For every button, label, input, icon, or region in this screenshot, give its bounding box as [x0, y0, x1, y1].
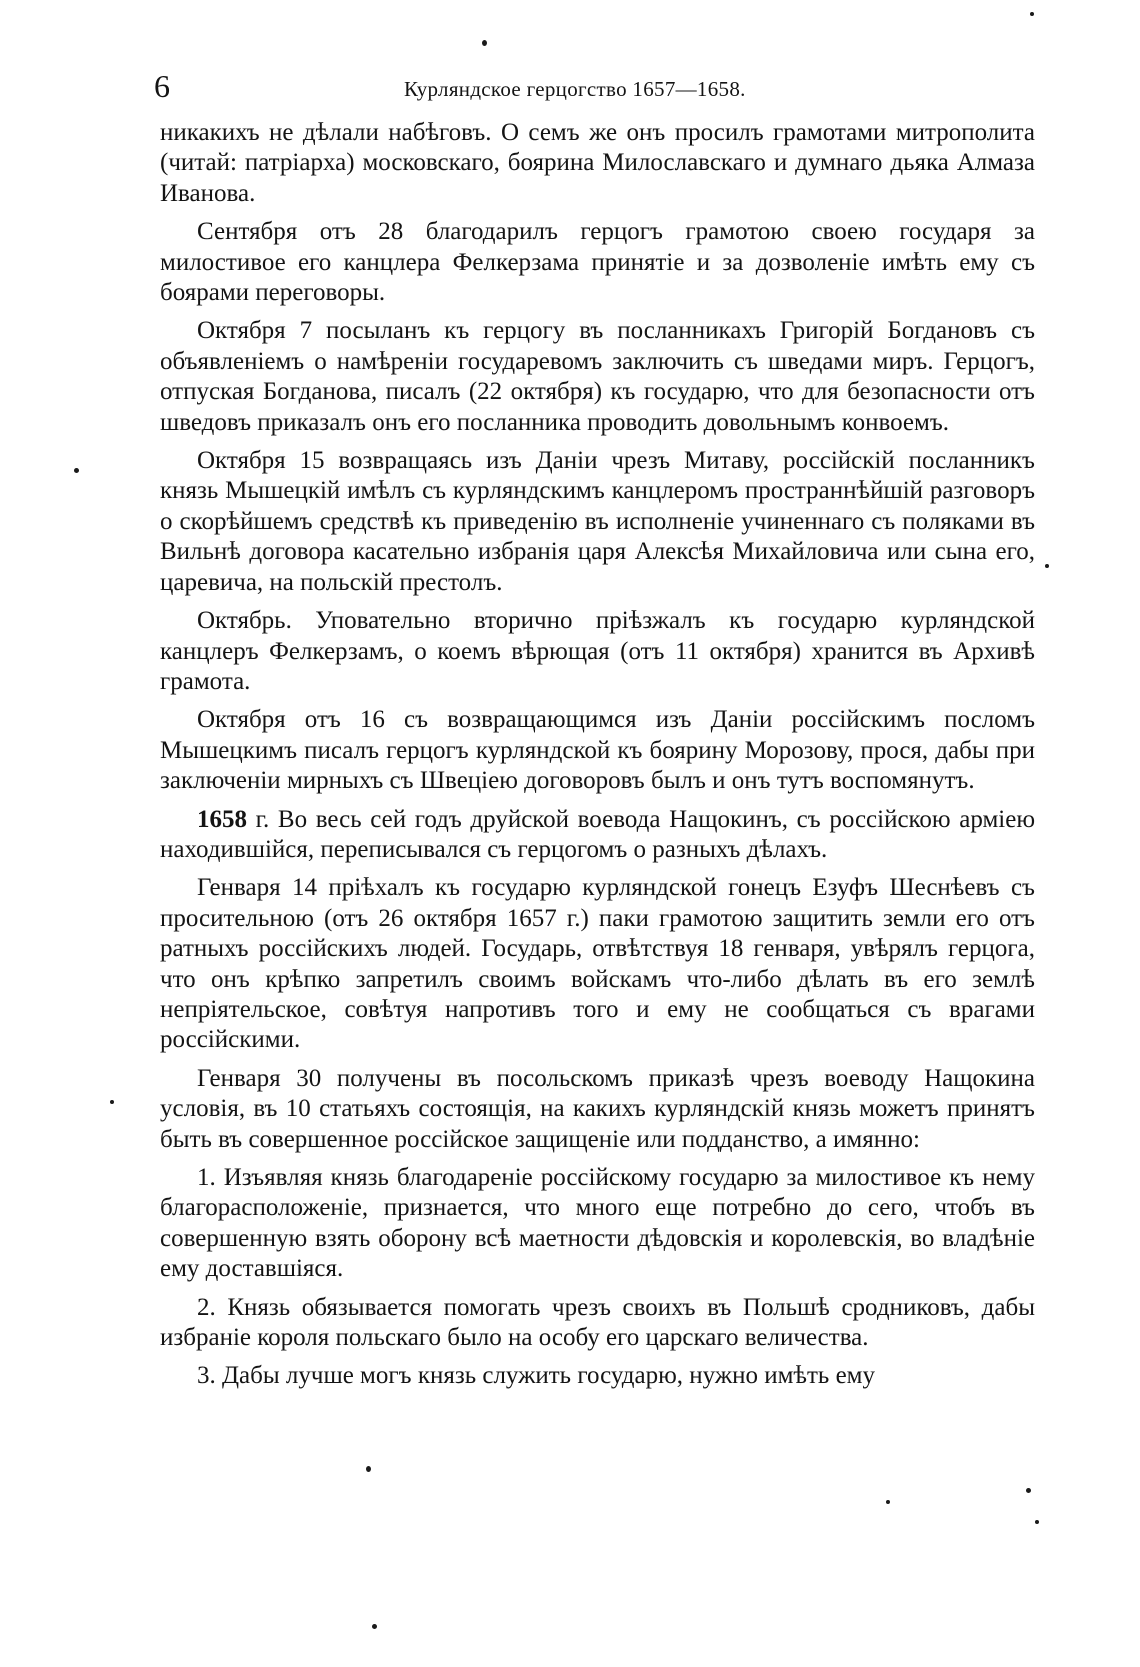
scan-speck	[366, 1466, 371, 1472]
paragraph: Октября 15 возвращаясь изъ Даніи чрезъ Митаву, россійскій посланникъ князь Мышецкій имѣлъ съ курляндскимъ канцлеромъ пространнѣйшій разговоръ о скорѣйшемъ средствѣ къ приведенію въ исполненіе учиненнаго съ поляками въ Вильнѣ договора касательно избранія царя Алексѣя Михайловича или сына его, царевича, на польскій престолъ.	[160, 447, 1035, 596]
page-number: 6	[154, 68, 170, 104]
paragraph: никакихъ не дѣлали набѣговъ. О семъ же онъ просилъ грамотами митрополита (читай: патріарха) московскаго, боярина Милославскаго и думнаго дьяка Алмаза Иванова.	[160, 119, 1035, 207]
scan-speck	[110, 1100, 114, 1104]
scan-speck	[1026, 1488, 1031, 1493]
running-title: Курляндское герцогство 1657—1658.	[404, 77, 746, 101]
list-item-1: 1. Изъявляя князь благодареніе россійскому государю за милостивое къ нему благорасположеніе, признается, что много еще потребно до сего, чтобъ въ совершенную взять оборону всѣ маетности дѣдовскія и королевскія, во владѣніе ему доставшіяся.	[160, 1164, 1035, 1283]
paragraph: Октябрь. Уповательно вторично пріѣзжалъ къ государю курляндской канцлеръ Фелкерзамъ, о коемъ вѣрющая (отъ 11 октября) хранится въ Архивѣ грамота.	[160, 607, 1035, 695]
list-item-3: 3. Дабы лучше могъ князь служить государю, нужно имѣть ему	[197, 1362, 875, 1390]
paragraph-1658	[160, 805, 1035, 866]
scan-speck	[74, 468, 79, 473]
scan-speck	[1030, 12, 1034, 16]
paragraph: Октября 7 посыланъ къ герцогу въ посланникахъ Григорій Богдановъ съ объявленіемъ о намѣреніи государевомъ заключить съ шведами миръ. Герцогъ, отпуская Богданова, писалъ (22 октября) къ государю, что для безопасности отъ шведовъ приказалъ онъ его посланника проводить довольнымъ конвоемъ.	[160, 317, 1035, 436]
scan-speck	[482, 40, 487, 46]
paragraph: Сентября отъ 28 благодарилъ герцогъ грамотою своею государя за милостивое его канцлера Фелкерзама принятіе и за дозволеніе имѣть ему съ боярами переговоры.	[160, 218, 1035, 307]
list-item-2: 2. Князь обязывается помогать чрезъ своихъ въ Польшѣ сродниковъ, дабы избраніе короля польскаго было на особу его царскаго величества.	[160, 1293, 1035, 1352]
paragraph: Генваря 14 пріѣхалъ къ государю курляндской гонецъ Езуфъ Шеснѣевъ съ просительною (отъ 26 октября 1657 г.) паки грамотою защитить земли его отъ ратныхъ россійскихъ людей. Государь, отвѣтствуя 18 генваря, увѣрялъ герцога, что онъ крѣпко запретилъ своимъ войскамъ что-либо дѣлать въ его землѣ непріятельское, совѣтуя напротивъ того и ему не сообщаться съ врагами россійскими.	[160, 874, 1035, 1054]
scan-speck	[1045, 564, 1049, 568]
scan-speck	[1035, 1520, 1039, 1524]
paragraph: Октября отъ 16 съ возвращающимся изъ Даніи россійскимъ посломъ Мышецкимъ писалъ герцогъ курляндской къ боярину Морозову, прося, дабы при заключеніи мирныхъ съ Швеціею договоровъ былъ и онъ тутъ воспомянутъ.	[160, 706, 1035, 795]
paragraph: Генваря 30 получены въ посольскомъ приказѣ чрезъ воеводу Нащокина условія, въ 10 статьяхъ состоящія, на какихъ курляндскій князь можетъ принятъ быть въ совершенное россійское защищеніе или подданство, а имянно:	[160, 1064, 1035, 1153]
body-text	[160, 118, 1035, 1400]
year-label: 1658	[197, 805, 247, 833]
scan-speck	[886, 1500, 890, 1504]
paragraph-text: г. Во весь сей годъ друйской воевода Нащокинъ, съ россійскою арміею находившійся, переписывался съ герцогомъ о разныхъ дѣлахъ.	[160, 805, 1035, 863]
scan-speck	[372, 1624, 377, 1629]
page-header	[154, 66, 1034, 106]
